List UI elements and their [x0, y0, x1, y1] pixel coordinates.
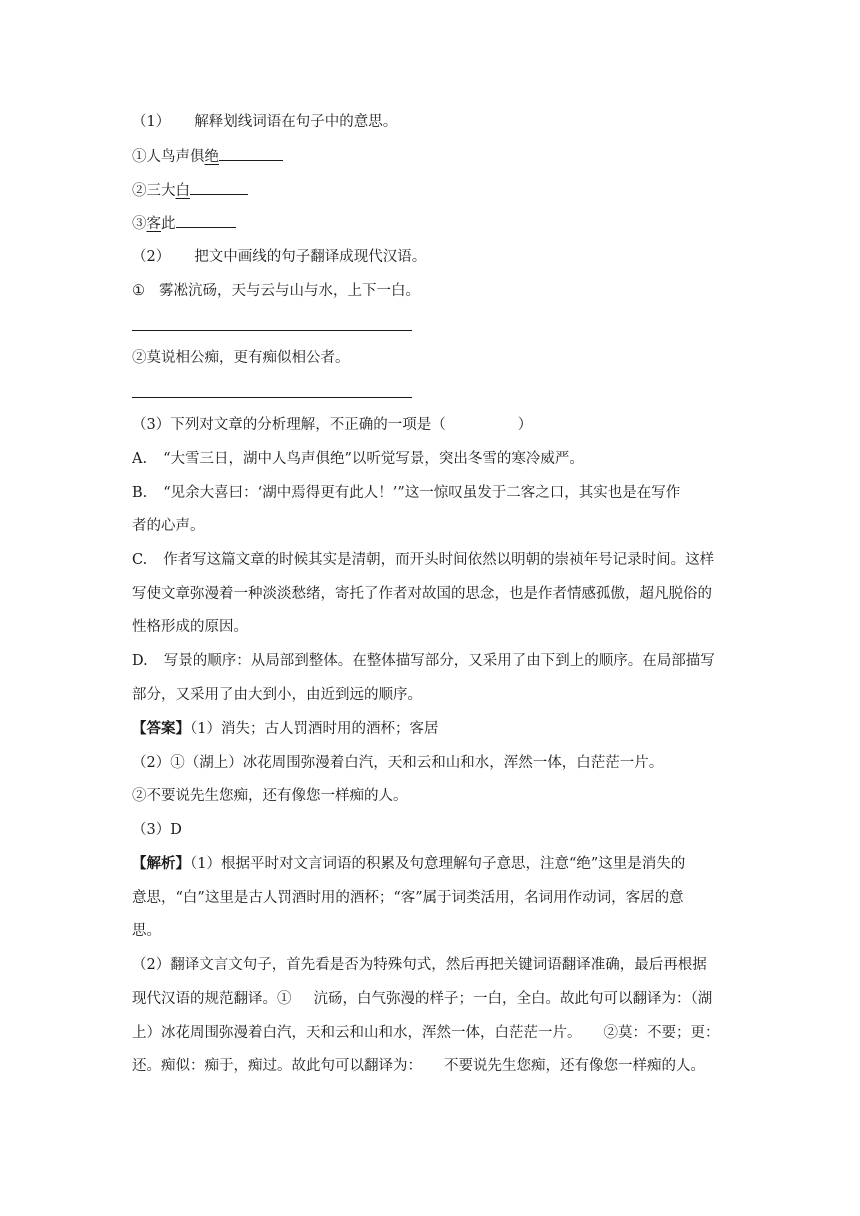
q2-title: [132, 247, 426, 267]
analysis-line-4: （2）翻译文言文句子，首先看是否为特殊句式，然后再把关键词语翻译准确，最后再根据: [132, 957, 707, 973]
q1-title: [132, 112, 397, 132]
q1-item-3-underlined-word: 客: [146, 216, 161, 232]
analysis-line-6-part-1: 上）冰花周围弥漫着白汽，天和云和山和水，浑然一体，白茫茫一片。: [132, 1025, 582, 1041]
q3-option-d-label: D.: [132, 653, 148, 669]
q3-option-c-line-1: [132, 550, 714, 570]
q1-item-2: [132, 180, 248, 201]
q3-option-b-text: “见余大喜曰：‘湖中焉得更有此人！’”这一惊叹虽发于二客之口，其实也是在写作: [163, 485, 681, 501]
q1-item-2-text: ②三大: [132, 183, 176, 199]
analysis-line-3: 思。: [132, 923, 161, 939]
q3-option-b-line-1: [132, 483, 680, 503]
analysis-line-7-part-1: 还。痴似：痴于，痴过。故此句可以翻译为：: [132, 1058, 422, 1074]
answer-label: 【答案】: [132, 720, 190, 737]
analysis-line-5-part-1: 现代汉语的规范翻译。①: [132, 991, 292, 1007]
q3-option-a-label: A.: [132, 451, 148, 467]
answer-line-2: （2）①（湖上）冰花周围弥漫着白汽，天和云和山和水，浑然一体，白茫茫一片。: [132, 755, 664, 771]
q1-instruction: 解释划线词语在句子中的意思。: [194, 114, 398, 130]
q3-option-b-line-2: 者的心声。: [132, 518, 205, 534]
q2-sentence-1-number: ①: [132, 283, 145, 299]
analysis-q1-text: （1）根据平时对文言词语的积累及句意理解句子意思，注意“绝”这里是消失的: [190, 856, 686, 872]
q3-option-c-line-2: 写使文章弥漫着一种淡淡愁绪，寄托了作者对故国的思念，也是作者情感孤傲，超凡脱俗的: [132, 586, 712, 602]
analysis-line-6-part-2: ②莫：不要；更：: [603, 1025, 720, 1041]
q3-option-c-line-3: 性格形成的原因。: [132, 619, 248, 635]
q3-stem-text: （3）下列对文章的分析理解，不正确的一项是（: [132, 417, 446, 433]
q1-item-3-suffix: 此: [161, 216, 176, 232]
q3-option-d-line-1: [132, 651, 715, 671]
analysis-line-7: [132, 1056, 705, 1076]
analysis-line-5-part-2: 沆砀，白气弥漫的样子；一白，全白。故此句可以翻译为：（湖: [313, 991, 713, 1007]
q3-option-c-label: C.: [132, 552, 148, 568]
analysis-line-5: [132, 989, 712, 1009]
q3-stem-close: ）: [517, 417, 533, 433]
q2-number: （2）: [132, 249, 171, 265]
q1-item-1-blank[interactable]: [219, 146, 283, 161]
q2-sentence-2: ②莫说相公痴，更有痴似相公者。: [132, 350, 350, 366]
q3-stem: [132, 415, 532, 435]
q2-answer-line-2[interactable]: [132, 397, 412, 398]
q1-item-2-underlined-word: 白: [175, 183, 190, 199]
analysis-label: 【解析】: [132, 855, 190, 872]
analysis-line-6: [132, 1023, 720, 1043]
answer-line-3: ②不要说先生您痴，还有像您一样痴的人。: [132, 788, 408, 804]
q2-instruction: 把文中画线的句子翻译成现代汉语。: [194, 249, 427, 265]
q1-number: （1）: [132, 114, 171, 130]
q3-option-c-text: 作者写这篇文章的时候其实是清朝，而开头时间依然以明朝的崇祯年号记录时间。这样: [163, 552, 715, 568]
q2-sentence-1: [132, 281, 420, 301]
q1-item-3-prefix: ③: [132, 216, 147, 232]
q1-item-3: [132, 213, 236, 234]
q3-option-a: [132, 449, 584, 469]
q3-option-a-text: “大雪三日，湖中人鸟声俱绝”以听觉写景，突出冬雪的寒冷威严。: [163, 451, 584, 467]
analysis-line-1: [132, 854, 685, 874]
q3-option-d-text: 写景的顺序：从局部到整体。在整体描写部分，又采用了由下到上的顺序。在局部描写: [163, 653, 715, 669]
q1-item-1: [132, 146, 283, 167]
answer-line-1: [132, 719, 438, 739]
q1-item-3-blank[interactable]: [176, 213, 236, 228]
answer-line-4: （3）D: [132, 822, 182, 838]
q1-item-1-text: ①人鸟声俱: [132, 149, 205, 165]
q1-item-1-underlined-word: 绝: [204, 149, 219, 165]
q1-item-2-blank[interactable]: [190, 180, 248, 195]
q2-answer-line-1[interactable]: [132, 330, 412, 331]
q3-option-b-label: B.: [132, 485, 148, 501]
q2-sentence-1-text: 雾凇沆砀，天与云与山与水，上下一白。: [159, 283, 420, 299]
answer-q1: （1）消失；古人罚酒时用的酒杯；客居: [190, 721, 439, 737]
analysis-line-7-part-2: 不要说先生您痴，还有像您一样痴的人。: [444, 1058, 705, 1074]
q3-option-d-line-2: 部分，又采用了由大到小，由近到远的顺序。: [132, 687, 422, 703]
analysis-line-2: 意思，“白”这里是古人罚酒时用的酒杯；“客”属于词类活用，名词用作动词，客居的意: [132, 890, 684, 906]
